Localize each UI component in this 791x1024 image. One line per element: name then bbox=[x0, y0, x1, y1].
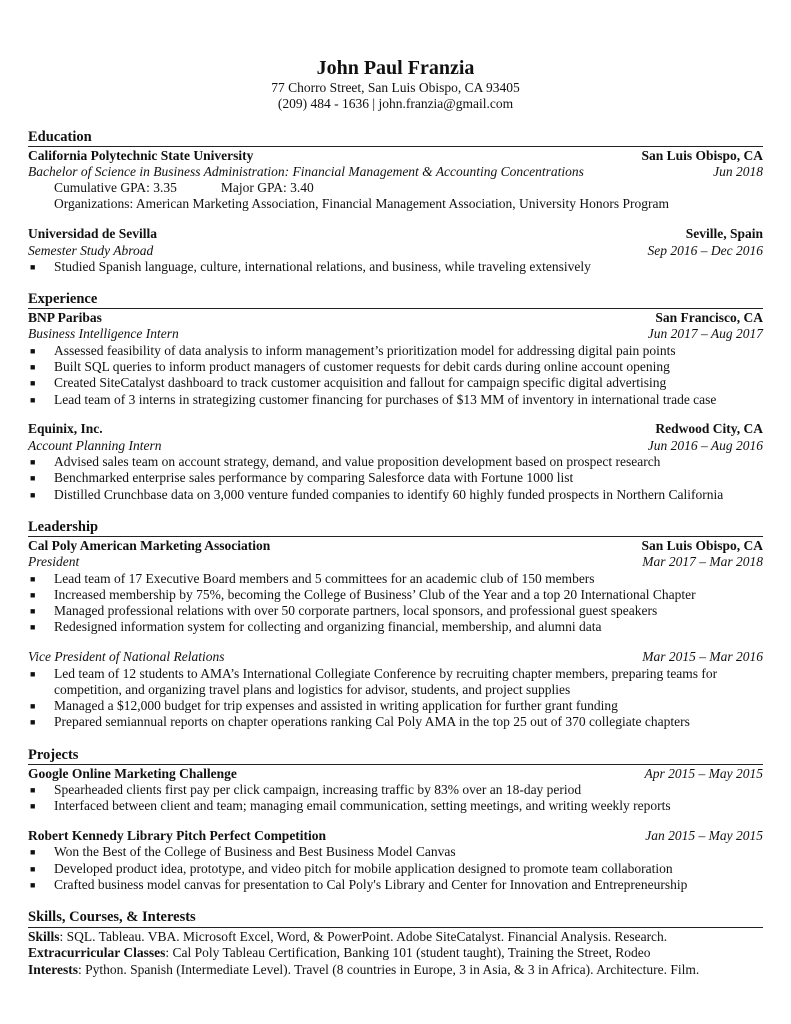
section-title: Projects bbox=[28, 746, 79, 763]
entry bbox=[28, 310, 763, 408]
organization: Cal Poly American Marketing Association bbox=[28, 537, 271, 553]
skill-line bbox=[28, 962, 763, 979]
entry bbox=[28, 148, 763, 213]
gpa-value: Cumulative GPA: 3.35 bbox=[54, 180, 177, 196]
entry bbox=[28, 766, 763, 815]
bullet-text: Crafted business model canvas for presentation to Cal Poly's Library and Center for Innovation and Entrepreneurship bbox=[54, 876, 688, 892]
bullet-square-icon: ■ bbox=[30, 801, 36, 812]
date-range: Mar 2017 – Mar 2018 bbox=[642, 554, 763, 570]
section-title: Leadership bbox=[28, 518, 99, 535]
bullet-square-icon: ■ bbox=[30, 394, 36, 405]
bullet-item bbox=[28, 619, 763, 635]
skill-text: : SQL. Tableau. VBA. Microsoft Excel, Word, & PowerPoint. Adobe SiteCatalyst. Financial Analysis. Research. bbox=[59, 928, 668, 944]
bullet-square-icon: ■ bbox=[30, 589, 36, 600]
entry-header-row bbox=[28, 226, 763, 242]
date-range: Jan 2015 – May 2015 bbox=[645, 828, 763, 844]
bullet-text: Lead team of 17 Executive Board members and 5 committees for an academic club of 150 members bbox=[54, 570, 595, 586]
skill-line bbox=[28, 929, 763, 946]
section-divider bbox=[28, 536, 763, 537]
bullet-text: Assessed feasibility of data analysis to inform management’s prioritization model for addressing digital pain points bbox=[54, 342, 676, 358]
role-row bbox=[28, 164, 763, 180]
organizations-line: Organizations: American Marketing Association, Financial Management Association, University Honors Program bbox=[54, 196, 670, 212]
entry-header-row bbox=[28, 766, 763, 782]
bullet-square-icon: ■ bbox=[30, 622, 36, 633]
bullet-text: Managed a $12,000 budget for trip expenses and assisted in writing application for further grant funding bbox=[54, 698, 618, 714]
bullet-item bbox=[28, 861, 763, 877]
skill-text: : Python. Spanish (Intermediate Level). Travel (8 countries in Europe, 3 in Asia, & 3 in Africa). Architecture. Film. bbox=[78, 961, 700, 977]
bullet-list bbox=[28, 782, 763, 815]
bullet-list bbox=[28, 844, 763, 893]
bullet-item bbox=[28, 666, 763, 699]
skill-label: Extracurricular Classes bbox=[28, 945, 166, 961]
bullet-item bbox=[28, 714, 763, 730]
bullet-square-icon: ■ bbox=[30, 717, 36, 728]
skill-label: Skills bbox=[28, 928, 60, 944]
organization: Google Online Marketing Challenge bbox=[28, 765, 237, 781]
entry bbox=[28, 226, 763, 275]
entry-header-row bbox=[28, 148, 763, 164]
bullet-list bbox=[28, 343, 763, 408]
gpa-value: Major GPA: 3.40 bbox=[220, 180, 314, 196]
bullet-square-icon: ■ bbox=[30, 378, 36, 389]
bullet-item bbox=[28, 392, 763, 408]
bullet-text: Prepared semiannual reports on chapter operations ranking Cal Poly AMA in the top 25 out of 370 collegiate chapters bbox=[54, 714, 690, 730]
organization: Universidad de Sevilla bbox=[28, 226, 158, 242]
bullet-square-icon: ■ bbox=[30, 847, 36, 858]
role-title: Semester Study Abroad bbox=[28, 242, 154, 258]
bullet-text: Advised sales team on account strategy, demand, and value proposition development based on prospect research bbox=[54, 454, 661, 470]
bullet-item bbox=[28, 877, 763, 893]
section-leadership bbox=[28, 519, 763, 731]
bullet-text: Increased membership by 75%, becoming the College of Business’ Club of the Year and a top 20 International Chapter bbox=[54, 586, 696, 602]
role-title: Vice President of National Relations bbox=[28, 649, 225, 665]
organization: California Polytechnic State University bbox=[28, 147, 254, 163]
bullet-text: Led team of 12 students to AMA’s International Collegiate Conference by recruiting chapter members, preparing teams for competition, and organizing travel plans and logistics for advisor, students, and project supplies bbox=[54, 665, 718, 697]
section-projects bbox=[28, 747, 763, 894]
bullet-text: Spearheaded clients first pay per click campaign, increasing traffic by 83% over an 18-day period bbox=[54, 782, 582, 797]
bullet-item bbox=[28, 698, 763, 714]
bullet-list bbox=[28, 571, 763, 636]
date-range: Sep 2016 – Dec 2016 bbox=[647, 242, 763, 258]
role-title: President bbox=[28, 554, 80, 570]
section-divider bbox=[28, 146, 763, 147]
bullet-text: Redesigned information system for collecting and organizing financial, membership, and alumni data bbox=[54, 619, 602, 635]
role-title: Account Planning Intern bbox=[28, 437, 162, 453]
location: San Luis Obispo, CA bbox=[641, 147, 763, 163]
bullet-text: Managed professional relations with over 50 corporate partners, local sponsors, and professional guest speakers bbox=[54, 603, 658, 619]
organization: Robert Kennedy Library Pitch Perfect Competition bbox=[28, 828, 327, 844]
location: Seville, Spain bbox=[685, 226, 763, 242]
role-title: Business Intelligence Intern bbox=[28, 326, 179, 342]
candidate-name: John Paul Franzia bbox=[316, 57, 475, 79]
skills-section bbox=[28, 909, 763, 978]
bullet-item bbox=[28, 487, 763, 503]
entry-header-row bbox=[28, 538, 763, 554]
date-range: Jun 2017 – Aug 2017 bbox=[647, 326, 763, 342]
role-row bbox=[28, 243, 763, 259]
entry bbox=[28, 421, 763, 502]
bullet-item bbox=[28, 375, 763, 391]
bullet-square-icon: ■ bbox=[30, 473, 36, 484]
bullet-text: Benchmarked enterprise sales performance by comparing Salesforce data with Fortune 1000 list bbox=[54, 470, 574, 486]
entry bbox=[28, 538, 763, 636]
role-row bbox=[28, 438, 763, 454]
bullet-square-icon: ■ bbox=[30, 606, 36, 617]
bullet-square-icon: ■ bbox=[30, 261, 36, 272]
bullet-square-icon: ■ bbox=[30, 701, 36, 712]
bullet-square-icon: ■ bbox=[30, 863, 36, 874]
bullet-text: Built SQL queries to inform product managers of customer requests for debit cards during online account opening bbox=[54, 359, 670, 375]
date-range: Apr 2015 – May 2015 bbox=[644, 765, 763, 781]
section-divider bbox=[28, 927, 763, 928]
location: San Francisco, CA bbox=[655, 310, 763, 326]
skill-line bbox=[28, 945, 763, 962]
bullet-square-icon: ■ bbox=[30, 879, 36, 890]
skill-text: : Cal Poly Tableau Certification, Banking 101 (student taught), Training the Street, Rodeo bbox=[165, 945, 651, 961]
section-divider bbox=[28, 764, 763, 765]
bullet-square-icon: ■ bbox=[30, 489, 36, 500]
bullet-square-icon: ■ bbox=[30, 345, 36, 356]
bullet-item bbox=[28, 343, 763, 359]
organization: BNP Paribas bbox=[28, 310, 102, 326]
bullet-square-icon: ■ bbox=[30, 785, 36, 795]
skill-label: Interests bbox=[28, 961, 78, 977]
entry-header-row bbox=[28, 828, 763, 844]
bullet-square-icon: ■ bbox=[30, 362, 36, 373]
bullet-item bbox=[28, 798, 763, 814]
role-row bbox=[28, 554, 763, 570]
bullet-item bbox=[28, 603, 763, 619]
entry-header-row bbox=[28, 421, 763, 437]
bullet-item bbox=[28, 359, 763, 375]
entry bbox=[28, 828, 763, 893]
date-range: Jun 2018 bbox=[713, 163, 763, 179]
section-education bbox=[28, 129, 763, 276]
bullet-square-icon: ■ bbox=[30, 573, 36, 584]
entry bbox=[28, 649, 763, 730]
bullet-item bbox=[28, 571, 763, 587]
bullet-item bbox=[28, 587, 763, 603]
bullet-text: Interfaced between client and team; managing email communication, setting meetings, and writing weekly reports bbox=[54, 798, 671, 814]
bullet-list bbox=[28, 454, 763, 503]
bullet-text: Won the Best of the College of Business and Best Business Model Canvas bbox=[54, 844, 456, 860]
bullet-item bbox=[28, 470, 763, 486]
entry-header-row bbox=[28, 310, 763, 326]
resume-page bbox=[28, 56, 763, 978]
bullet-square-icon: ■ bbox=[30, 457, 36, 468]
section-experience bbox=[28, 291, 763, 503]
section-title: Skills, Courses, & Interests bbox=[28, 909, 196, 926]
gpa-line bbox=[28, 180, 763, 196]
organization: Equinix, Inc. bbox=[28, 421, 103, 437]
bullet-item bbox=[28, 844, 763, 860]
role-row bbox=[28, 326, 763, 342]
bullet-text: Lead team of 3 interns in strategizing customer financing for purchases of $13 MM of inventory in international trade case bbox=[54, 391, 717, 407]
address: 77 Chorro Street, San Luis Obispo, CA 93405 bbox=[271, 80, 520, 95]
location: San Luis Obispo, CA bbox=[641, 537, 763, 553]
bullet-text: Created SiteCatalyst dashboard to track customer acquisition and fallout for campaign specific digital advertising bbox=[54, 375, 667, 391]
bullet-text: Studied Spanish language, culture, international relations, and business, while traveling extensively bbox=[54, 258, 591, 274]
role-title: Bachelor of Science in Business Administration: Financial Management & Accounting Concentrations bbox=[28, 163, 584, 179]
date-range: Jun 2016 – Aug 2016 bbox=[647, 437, 763, 453]
section-divider bbox=[28, 308, 763, 309]
bullet-list bbox=[28, 259, 763, 275]
section-title: Experience bbox=[28, 291, 98, 308]
phone-email: (209) 484 - 1636 | john.franzia@gmail.com bbox=[277, 96, 514, 112]
bullet-item bbox=[28, 782, 763, 798]
section-title: Education bbox=[28, 128, 92, 145]
location: Redwood City, CA bbox=[655, 421, 763, 437]
bullet-text: Distilled Crunchbase data on 3,000 venture funded companies to identify 60 highly funded prospects in Northern California bbox=[54, 486, 724, 502]
bullet-text: Developed product idea, prototype, and video pitch for mobile application designed to promote team collaboration bbox=[54, 860, 673, 876]
resume-sections bbox=[28, 129, 763, 894]
bullet-item bbox=[28, 259, 763, 275]
role-row bbox=[28, 649, 763, 665]
date-range: Mar 2015 – Mar 2016 bbox=[642, 649, 763, 665]
bullet-item bbox=[28, 454, 763, 470]
bullet-square-icon: ■ bbox=[30, 668, 36, 679]
bullet-list bbox=[28, 666, 763, 731]
